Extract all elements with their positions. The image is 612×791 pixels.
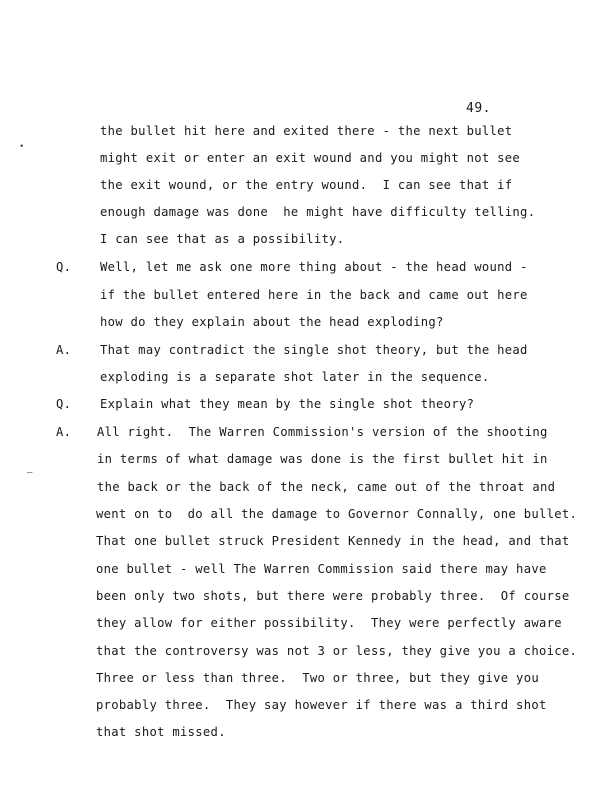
transcript-line: exploding is a separate shot later in the sequence. [100, 370, 490, 384]
transcript-line: the bullet hit here and exited there - the next bullet [100, 124, 513, 138]
transcript-line: the back or the back of the neck, came out of the throat and [97, 480, 556, 494]
transcript-line: they allow for either possibility. They were perfectly aware [96, 616, 562, 630]
transcript-line: enough damage was done he might have difficulty telling. [100, 205, 536, 219]
transcript-line: one bullet - well The Warren Commission said there may have [96, 562, 547, 576]
scan-speck: • [19, 142, 25, 152]
transcript-line: that shot missed. [96, 725, 226, 739]
transcript-line: been only two shots, but there were probably three. Of course [96, 589, 570, 603]
transcript-line: All right. The Warren Commission's version of the shooting [97, 425, 548, 439]
answer-marker: A. [56, 425, 72, 439]
transcript-line: That one bullet struck President Kennedy in the head, and that [96, 534, 570, 548]
question-marker: Q. [56, 397, 72, 411]
transcript-line: Three or less than three. Two or three, but they give you [96, 671, 539, 685]
transcript-line: in terms of what damage was done is the first bullet hit in [97, 452, 548, 466]
transcript-line: Explain what they mean by the single shot theory? [100, 397, 475, 411]
transcript-line: if the bullet entered here in the back and came out here [100, 288, 528, 302]
transcript-line: how do they explain about the head exploding? [100, 315, 444, 329]
transcript-line: went on to do all the damage to Governor Connally, one bullet. [96, 507, 578, 521]
transcript-line: the exit wound, or the entry wound. I can see that if [100, 178, 513, 192]
transcript-line: I can see that as a possibility. [100, 232, 345, 246]
transcript-line: might exit or enter an exit wound and you might not see [100, 151, 521, 165]
answer-marker: A. [56, 343, 72, 357]
scan-speck: — [27, 468, 33, 478]
transcript-line: Well, let me ask one more thing about - the head wound - [100, 260, 528, 274]
question-marker: Q. [56, 260, 72, 274]
page-number: 49. [466, 101, 491, 116]
transcript-line: That may contradict the single shot theory, but the head [100, 343, 528, 357]
transcript-line: that the controversy was not 3 or less, they give you a choice. [96, 644, 578, 658]
transcript-line: probably three. They say however if there was a third shot [96, 698, 547, 712]
